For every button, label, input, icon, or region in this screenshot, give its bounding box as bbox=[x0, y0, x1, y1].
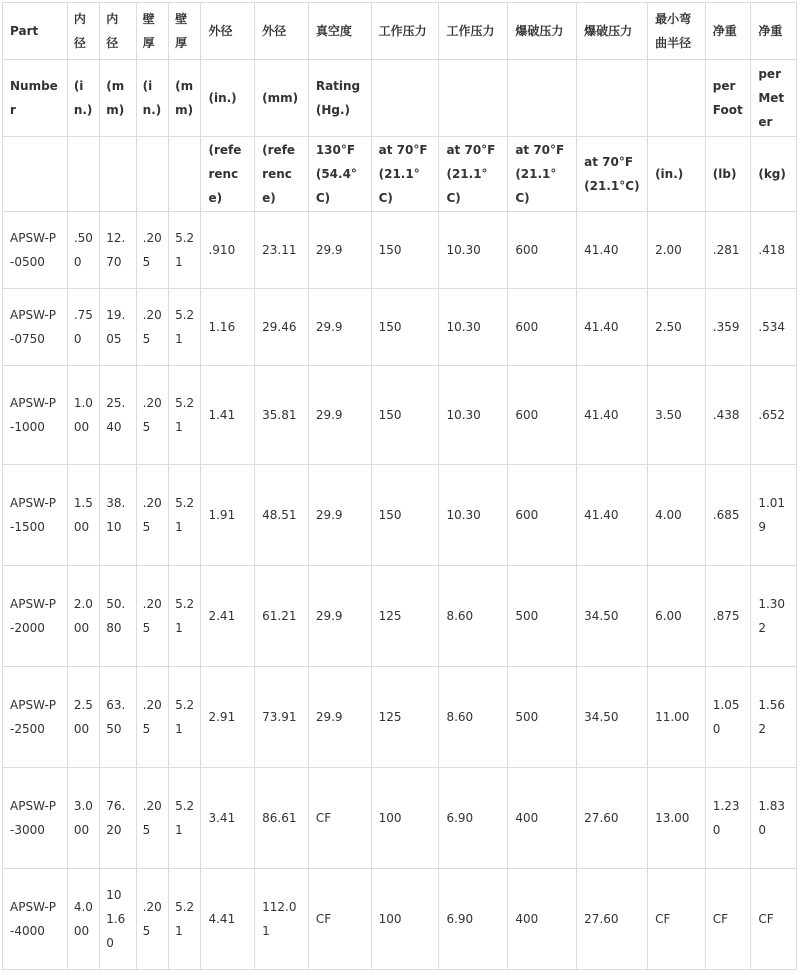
header-cell: 工作压力 bbox=[371, 3, 439, 60]
table-cell: 10.30 bbox=[439, 289, 508, 366]
table-cell: CF bbox=[308, 768, 371, 869]
table-cell: 600 bbox=[508, 366, 577, 465]
header-cell: (in.) bbox=[648, 137, 706, 212]
header-cell: 外径 bbox=[255, 3, 309, 60]
table-cell: 100 bbox=[371, 869, 439, 970]
header-cell: (mm) bbox=[100, 60, 136, 137]
table-cell: 400 bbox=[508, 768, 577, 869]
header-row-3 bbox=[3, 137, 797, 212]
table-cell: .652 bbox=[751, 366, 797, 465]
table-cell: CF bbox=[308, 869, 371, 970]
table-cell: .205 bbox=[136, 566, 168, 667]
header-cell: Number bbox=[3, 60, 68, 137]
header-cell: per Foot bbox=[705, 60, 751, 137]
table-cell: 27.60 bbox=[577, 768, 648, 869]
table-cell: 3.000 bbox=[67, 768, 99, 869]
part-number-cell: APSW-P-1500 bbox=[3, 465, 68, 566]
table-cell: 35.81 bbox=[255, 366, 309, 465]
table-cell: 29.9 bbox=[308, 465, 371, 566]
table-cell: 29.9 bbox=[308, 366, 371, 465]
table-cell: .685 bbox=[705, 465, 751, 566]
table-cell: 4.00 bbox=[648, 465, 706, 566]
table-cell: 5.21 bbox=[169, 465, 201, 566]
table-cell: 2.00 bbox=[648, 212, 706, 289]
table-cell: 3.50 bbox=[648, 366, 706, 465]
table-cell: 5.21 bbox=[169, 366, 201, 465]
table-cell: .281 bbox=[705, 212, 751, 289]
table-cell: 23.11 bbox=[255, 212, 309, 289]
table-cell: 600 bbox=[508, 212, 577, 289]
table-cell: .500 bbox=[67, 212, 99, 289]
table-cell: 2.500 bbox=[67, 667, 99, 768]
table-cell: 4.000 bbox=[67, 869, 99, 970]
table-cell: 73.91 bbox=[255, 667, 309, 768]
table-cell: 3.41 bbox=[201, 768, 255, 869]
table-cell: CF bbox=[648, 869, 706, 970]
table-row bbox=[3, 212, 797, 289]
table-cell: 10.30 bbox=[439, 465, 508, 566]
header-cell: (lb) bbox=[705, 137, 751, 212]
table-cell: 2.91 bbox=[201, 667, 255, 768]
table-row bbox=[3, 566, 797, 667]
table-cell: 29.9 bbox=[308, 667, 371, 768]
header-cell bbox=[371, 60, 439, 137]
header-cell: at 70°F (21.1°C) bbox=[508, 137, 577, 212]
header-cell: (reference) bbox=[255, 137, 309, 212]
table-cell: 13.00 bbox=[648, 768, 706, 869]
table-cell: CF bbox=[751, 869, 797, 970]
table-cell: 29.9 bbox=[308, 566, 371, 667]
table-row bbox=[3, 667, 797, 768]
table-cell: .359 bbox=[705, 289, 751, 366]
table-cell: .534 bbox=[751, 289, 797, 366]
table-cell: 150 bbox=[371, 465, 439, 566]
table-cell: 5.21 bbox=[169, 667, 201, 768]
header-cell bbox=[3, 137, 68, 212]
header-cell: (mm) bbox=[169, 60, 201, 137]
part-number-cell: APSW-P-1000 bbox=[3, 366, 68, 465]
table-cell: 41.40 bbox=[577, 465, 648, 566]
table-cell: 100 bbox=[371, 768, 439, 869]
header-cell: Part bbox=[3, 3, 68, 60]
table-cell: 1.050 bbox=[705, 667, 751, 768]
table-row bbox=[3, 465, 797, 566]
table-cell: 4.41 bbox=[201, 869, 255, 970]
table-cell: 19.05 bbox=[100, 289, 136, 366]
table-cell: 41.40 bbox=[577, 366, 648, 465]
table-cell: .205 bbox=[136, 366, 168, 465]
table-cell: 29.9 bbox=[308, 289, 371, 366]
table-cell: 41.40 bbox=[577, 289, 648, 366]
header-cell: (in.) bbox=[201, 60, 255, 137]
header-cell bbox=[67, 137, 99, 212]
header-cell bbox=[100, 137, 136, 212]
table-cell: 41.40 bbox=[577, 212, 648, 289]
table-cell: 5.21 bbox=[169, 289, 201, 366]
part-number-cell: APSW-P-0500 bbox=[3, 212, 68, 289]
table-cell: .205 bbox=[136, 768, 168, 869]
table-cell: 11.00 bbox=[648, 667, 706, 768]
table-cell: 1.41 bbox=[201, 366, 255, 465]
table-cell: .750 bbox=[67, 289, 99, 366]
table-cell: .910 bbox=[201, 212, 255, 289]
header-cell bbox=[169, 137, 201, 212]
table-cell: 5.21 bbox=[169, 212, 201, 289]
table-cell: 2.000 bbox=[67, 566, 99, 667]
table-cell: 29.9 bbox=[308, 212, 371, 289]
table-cell: 1.830 bbox=[751, 768, 797, 869]
table-cell: 400 bbox=[508, 869, 577, 970]
table-cell: 50.80 bbox=[100, 566, 136, 667]
table-cell: 1.91 bbox=[201, 465, 255, 566]
table-row bbox=[3, 289, 797, 366]
table-cell: 500 bbox=[508, 566, 577, 667]
header-cell: (in.) bbox=[67, 60, 99, 137]
part-number-cell: APSW-P-2500 bbox=[3, 667, 68, 768]
table-cell: 12.70 bbox=[100, 212, 136, 289]
header-row-2 bbox=[3, 60, 797, 137]
spec-table-body bbox=[3, 3, 797, 970]
header-cell: 内径 bbox=[100, 3, 136, 60]
header-cell: 净重 bbox=[705, 3, 751, 60]
table-cell: 38.10 bbox=[100, 465, 136, 566]
table-cell: 8.60 bbox=[439, 667, 508, 768]
table-cell: .875 bbox=[705, 566, 751, 667]
header-cell: 外径 bbox=[201, 3, 255, 60]
header-cell bbox=[577, 60, 648, 137]
table-cell: 8.60 bbox=[439, 566, 508, 667]
table-cell: 1.230 bbox=[705, 768, 751, 869]
table-cell: 101.60 bbox=[100, 869, 136, 970]
table-cell: 1.000 bbox=[67, 366, 99, 465]
header-cell: 工作压力 bbox=[439, 3, 508, 60]
table-cell: 6.90 bbox=[439, 869, 508, 970]
table-cell: .205 bbox=[136, 212, 168, 289]
header-cell: at 70°F (21.1°C) bbox=[439, 137, 508, 212]
table-cell: 112.01 bbox=[255, 869, 309, 970]
table-cell: 61.21 bbox=[255, 566, 309, 667]
table-cell: 34.50 bbox=[577, 566, 648, 667]
part-number-cell: APSW-P-3000 bbox=[3, 768, 68, 869]
table-cell: .438 bbox=[705, 366, 751, 465]
table-cell: 125 bbox=[371, 667, 439, 768]
table-cell: 27.60 bbox=[577, 869, 648, 970]
table-row bbox=[3, 366, 797, 465]
header-cell: 真空度 bbox=[308, 3, 371, 60]
header-cell: (mm) bbox=[255, 60, 309, 137]
header-cell: per Meter bbox=[751, 60, 797, 137]
header-cell: 爆破压力 bbox=[577, 3, 648, 60]
table-cell: 5.21 bbox=[169, 869, 201, 970]
table-cell: 600 bbox=[508, 465, 577, 566]
table-cell: 48.51 bbox=[255, 465, 309, 566]
header-cell bbox=[648, 60, 706, 137]
table-cell: 86.61 bbox=[255, 768, 309, 869]
table-cell: .205 bbox=[136, 869, 168, 970]
header-cell: 130°F (54.4°C) bbox=[308, 137, 371, 212]
spec-table bbox=[2, 2, 797, 970]
header-cell bbox=[136, 137, 168, 212]
table-cell: 10.30 bbox=[439, 366, 508, 465]
table-cell: 6.90 bbox=[439, 768, 508, 869]
header-cell: 净重 bbox=[751, 3, 797, 60]
table-cell: 2.41 bbox=[201, 566, 255, 667]
table-cell: 125 bbox=[371, 566, 439, 667]
header-cell: at 70°F (21.1°C) bbox=[577, 137, 648, 212]
table-cell: 25.40 bbox=[100, 366, 136, 465]
header-cell: Rating (Hg.) bbox=[308, 60, 371, 137]
table-cell: CF bbox=[705, 869, 751, 970]
table-cell: 34.50 bbox=[577, 667, 648, 768]
table-cell: 5.21 bbox=[169, 566, 201, 667]
table-cell: 10.30 bbox=[439, 212, 508, 289]
header-cell bbox=[508, 60, 577, 137]
table-row bbox=[3, 869, 797, 970]
table-cell: 150 bbox=[371, 366, 439, 465]
table-cell: 2.50 bbox=[648, 289, 706, 366]
table-row bbox=[3, 768, 797, 869]
table-cell: 5.21 bbox=[169, 768, 201, 869]
table-cell: .205 bbox=[136, 289, 168, 366]
header-cell: 最小弯曲半径 bbox=[648, 3, 706, 60]
header-cell: 内径 bbox=[67, 3, 99, 60]
table-cell: 1.16 bbox=[201, 289, 255, 366]
header-cell bbox=[439, 60, 508, 137]
part-number-cell: APSW-P-0750 bbox=[3, 289, 68, 366]
table-cell: 63.50 bbox=[100, 667, 136, 768]
table-cell: 150 bbox=[371, 289, 439, 366]
table-cell: .418 bbox=[751, 212, 797, 289]
header-cell: at 70°F (21.1°C) bbox=[371, 137, 439, 212]
table-cell: 600 bbox=[508, 289, 577, 366]
table-cell: 1.019 bbox=[751, 465, 797, 566]
table-cell: 150 bbox=[371, 212, 439, 289]
table-cell: 1.562 bbox=[751, 667, 797, 768]
part-number-cell: APSW-P-4000 bbox=[3, 869, 68, 970]
table-cell: 76.20 bbox=[100, 768, 136, 869]
header-cell: 壁厚 bbox=[136, 3, 168, 60]
header-cell: (kg) bbox=[751, 137, 797, 212]
table-cell: 6.00 bbox=[648, 566, 706, 667]
table-cell: 29.46 bbox=[255, 289, 309, 366]
header-cell: 爆破压力 bbox=[508, 3, 577, 60]
table-cell: .205 bbox=[136, 465, 168, 566]
part-number-cell: APSW-P-2000 bbox=[3, 566, 68, 667]
table-cell: .205 bbox=[136, 667, 168, 768]
table-cell: 500 bbox=[508, 667, 577, 768]
header-row-1 bbox=[3, 3, 797, 60]
table-cell: 1.500 bbox=[67, 465, 99, 566]
header-cell: (reference) bbox=[201, 137, 255, 212]
header-cell: (in.) bbox=[136, 60, 168, 137]
header-cell: 壁厚 bbox=[169, 3, 201, 60]
table-cell: 1.302 bbox=[751, 566, 797, 667]
